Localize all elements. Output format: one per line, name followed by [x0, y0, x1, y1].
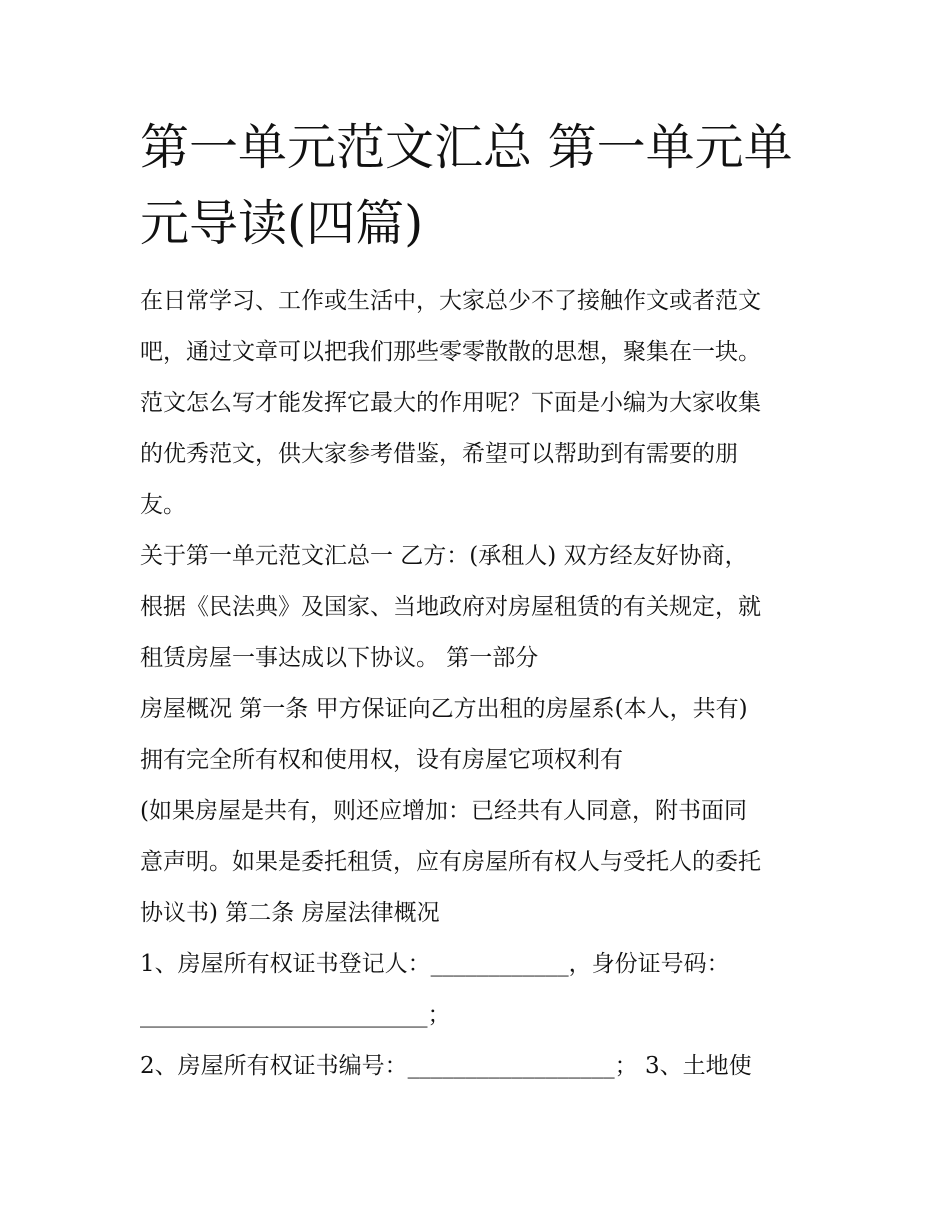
body-line: 拥有完全所有权和使用权，设有房屋它项权利有 [140, 747, 623, 773]
body-line: 房屋概况 第一条 甲方保证向乙方出租的房屋系(本人，共有) [140, 696, 748, 722]
body-line: 租赁房屋一事达成以下协议。 第一部分 [140, 645, 539, 671]
body-line: 2、房屋所有权证书编号：__________________； 3、土地使 [140, 1053, 752, 1079]
title-line: 元导读(四篇) [140, 195, 424, 252]
body-line: 吧，通过文章可以把我们那些零零散散的思想，聚集在一块。 [140, 339, 761, 365]
body-line: 在日常学习、工作或生活中，大家总少不了接触作文或者范文 [140, 288, 761, 314]
body-line: 友。 [140, 492, 186, 518]
body-text [140, 276, 840, 1092]
body-line: 范文怎么写才能发挥它最大的作用呢？下面是小编为大家收集 [140, 390, 761, 416]
body-line: 意声明。如果是委托租赁，应有房屋所有权人与受托人的委托 [140, 849, 761, 875]
body-line: (如果房屋是共有，则还应增加：已经共有人同意，附书面同 [140, 798, 747, 824]
page-title [140, 110, 830, 262]
title-line: 第一单元范文汇总 第一单元单 [140, 119, 793, 176]
body-line: 1、房屋所有权证书登记人：____________，身份证号码： [140, 951, 730, 977]
body-line: 关于第一单元范文汇总一 乙方：(承租人) 双方经友好协商， [140, 543, 748, 569]
body-line: 根据《民法典》及国家、当地政府对房屋租赁的有关规定，就 [140, 594, 761, 620]
body-line: 协议书) 第二条 房屋法律概况 [140, 900, 440, 926]
body-line: _________________________； [140, 1002, 451, 1028]
body-line: 的优秀范文，供大家参考借鉴，希望可以帮助到有需要的朋 [140, 441, 738, 467]
